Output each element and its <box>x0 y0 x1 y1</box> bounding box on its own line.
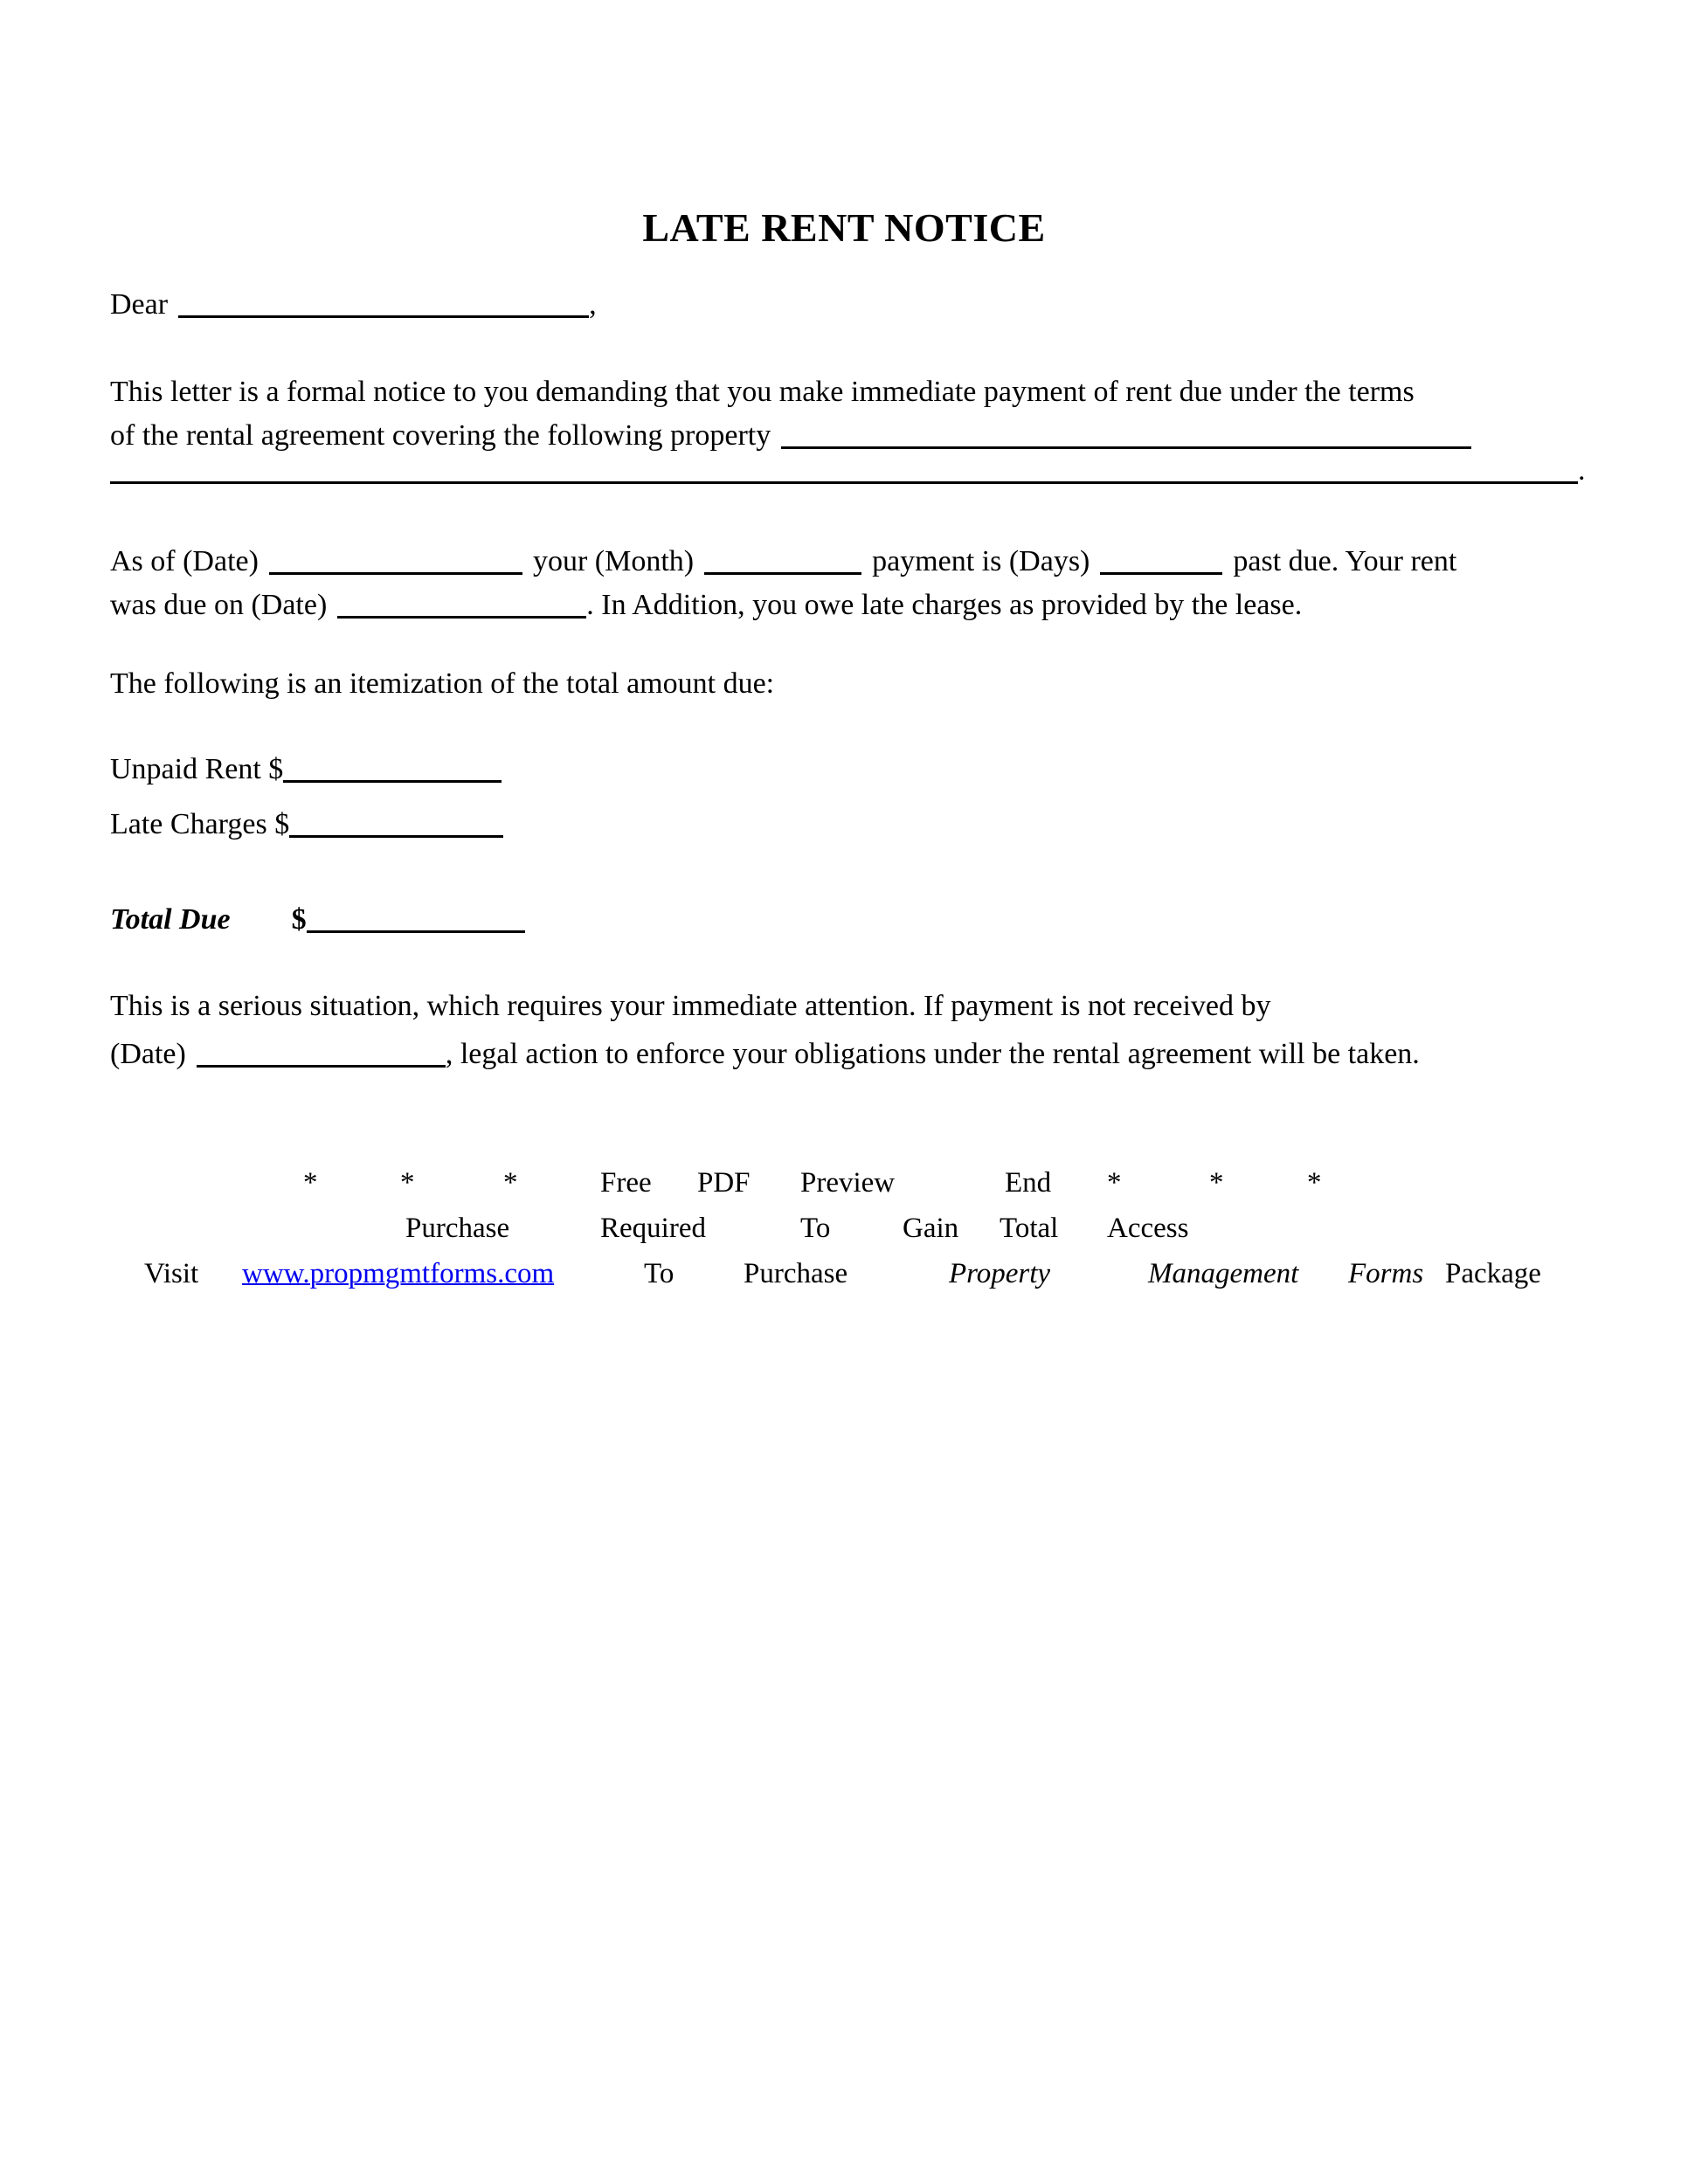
footer-word: Free <box>600 1167 652 1199</box>
salutation-line <box>110 288 1578 321</box>
past-due-line-1 <box>110 540 1578 584</box>
footer-word: Required <box>600 1213 706 1244</box>
footer-asterisk: * <box>1107 1167 1122 1199</box>
intro-line-2 <box>110 414 1578 458</box>
footer-word: Preview <box>800 1167 896 1199</box>
as-of-date-blank <box>269 569 522 575</box>
total-due-dollar-sign: $ <box>291 903 307 936</box>
footer-word: PDF <box>697 1167 751 1199</box>
rent-due-date-blank <box>337 612 586 619</box>
footer-line-1 <box>0 1167 1688 1209</box>
late-charges-label: Late Charges $ <box>110 808 290 840</box>
footer-line-3 <box>0 1258 1688 1300</box>
as-of-date-label: As of (Date) <box>110 545 259 577</box>
footer-word: Package <box>1445 1258 1541 1289</box>
late-charges-text: . In Addition, you owe late charges as provided by the lease. <box>586 589 1303 621</box>
rent-due-date-label: was due on (Date) <box>110 589 328 621</box>
intro-line-1: This letter is a formal notice to you demanding that you make immediate payment of rent due under the terms <box>110 376 1415 408</box>
footer-asterisk: * <box>303 1167 318 1199</box>
unpaid-rent-amount-blank <box>283 777 502 783</box>
month-blank <box>704 569 861 575</box>
footer-asterisk: * <box>503 1167 518 1199</box>
footer-word: Purchase <box>405 1213 510 1244</box>
past-due-text: past due. Your rent <box>1233 545 1457 577</box>
footer-word: To <box>800 1213 831 1244</box>
total-due-line <box>110 903 1578 936</box>
footer-asterisk: * <box>400 1167 415 1199</box>
footer-word: End <box>1005 1167 1052 1199</box>
footer-word: Total <box>1000 1213 1059 1244</box>
unpaid-rent-label: Unpaid Rent $ <box>110 753 284 785</box>
footer-asterisk: * <box>1209 1167 1224 1199</box>
legal-action-text: , legal action to enforce your obligations under the rental agreement will be taken. <box>445 1038 1420 1070</box>
late-charges-amount-blank <box>289 832 503 838</box>
footer-line-2 <box>0 1213 1688 1254</box>
total-due-label: Total Due <box>110 903 231 936</box>
footer-word: To <box>644 1258 675 1289</box>
month-label: your (Month) <box>532 545 695 577</box>
late-charges-line <box>110 808 1578 841</box>
past-due-line-2 <box>110 584 1578 627</box>
days-past-due-blank <box>1100 569 1222 575</box>
footer-word: Gain <box>903 1213 959 1244</box>
intro-line-2-text: of the rental agreement covering the following property <box>110 419 771 452</box>
salutation-comma: , <box>589 288 597 321</box>
warning-line-2 <box>110 1030 1578 1078</box>
property-address-blank-2 <box>110 478 1578 484</box>
warning-line-1: This is a serious situation, which requires your immediate attention. If payment is not received by <box>110 990 1271 1022</box>
unpaid-rent-line <box>110 753 1578 786</box>
salutation-text: Dear <box>110 288 169 321</box>
days-label: payment is (Days) <box>872 545 1090 577</box>
footer-word: Forms <box>1348 1258 1424 1289</box>
deadline-date-label: (Date) <box>110 1038 186 1070</box>
property-address-continuation-line <box>110 454 1586 487</box>
footer-word: Property <box>949 1258 1051 1289</box>
itemization-intro: The following is an itemization of the total amount due: <box>110 667 775 700</box>
property-address-blank <box>781 443 1471 449</box>
page-title: LATE RENT NOTICE <box>642 205 1046 250</box>
footer-asterisk: * <box>1307 1167 1322 1199</box>
payment-deadline-date-blank <box>197 1061 446 1068</box>
footer-word: Management <box>1148 1258 1299 1289</box>
past-due-paragraph <box>110 540 1578 627</box>
tenant-name-blank <box>178 312 589 318</box>
intro-paragraph <box>110 370 1578 458</box>
footer-word: Access <box>1107 1213 1189 1244</box>
propmgmtforms-link[interactable]: www.propmgmtforms.com <box>242 1258 555 1289</box>
total-due-amount-blank <box>307 927 525 933</box>
footer-word: Purchase <box>744 1258 848 1289</box>
footer-word: Visit <box>144 1258 199 1289</box>
warning-paragraph <box>110 982 1578 1078</box>
intro-period: . <box>1578 454 1586 487</box>
